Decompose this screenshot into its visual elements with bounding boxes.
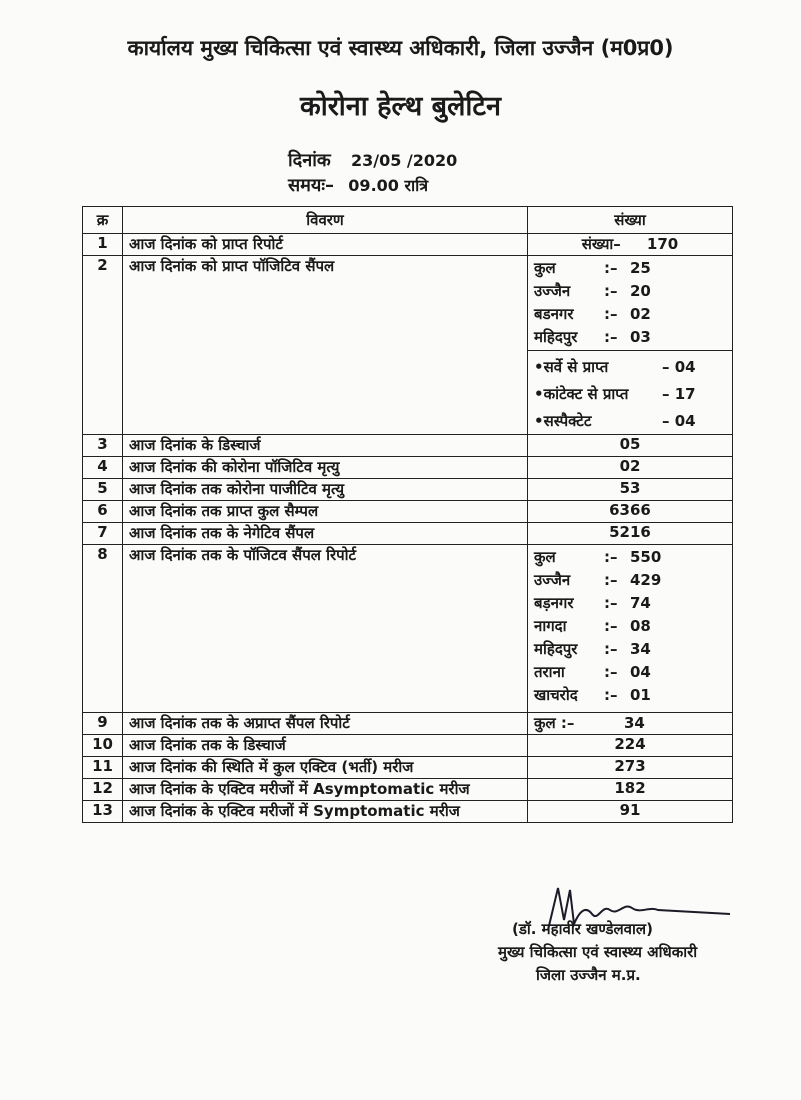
source-item: •सर्वे से प्राप्त – 04 xyxy=(534,357,696,376)
row-number: 7 xyxy=(83,523,123,545)
row-description: आज दिनांक की कोरोना पॉजिटिव मृत्यु xyxy=(123,457,528,479)
row-description: आज दिनांक के एक्टिव मरीजों में Symptomatic मरीज xyxy=(123,801,528,823)
breakdown-item: उज्जैन :– 429 xyxy=(534,570,662,589)
date-line xyxy=(288,148,457,172)
row-value: 6366 xyxy=(528,501,733,523)
row-value xyxy=(528,713,733,735)
row-description: आज दिनांक तक के अप्राप्त सैंपल रिपोर्ट xyxy=(123,713,528,735)
row-number: 11 xyxy=(83,757,123,779)
breakdown-item: बड़नगर :– 74 xyxy=(534,593,651,612)
date-label: दिनांक xyxy=(288,150,331,171)
table-row xyxy=(83,713,733,735)
breakdown-item: उज्जैन :– 20 xyxy=(534,281,651,300)
row-number: 9 xyxy=(83,713,123,735)
row-value: संख्या– 170 xyxy=(528,234,733,256)
row-description: आज दिनांक तक के नेगेटिव सैंपल xyxy=(123,523,528,545)
column-header-description: विवरण xyxy=(123,207,528,234)
time-line xyxy=(288,173,428,197)
signatory-location: जिला उज्जैन म.प्र. xyxy=(536,966,641,984)
time-label: समयः– xyxy=(288,175,335,196)
row-number: 12 xyxy=(83,779,123,801)
table-row xyxy=(83,735,733,757)
table-row xyxy=(83,523,733,545)
breakdown-item: बडनगर :– 02 xyxy=(534,304,651,323)
value-label: कुल :– xyxy=(534,714,575,732)
row-number: 5 xyxy=(83,479,123,501)
time-value: 09.00 रात्रि xyxy=(348,176,429,195)
source-item: •कांटेक्ट से प्राप्त – 17 xyxy=(534,384,696,403)
row-breakdown xyxy=(528,256,733,435)
table-row xyxy=(83,234,733,256)
row-description: आज दिनांक के डिस्चार्ज xyxy=(123,435,528,457)
table-row xyxy=(83,256,733,435)
row-value: 273 xyxy=(528,757,733,779)
signature-block xyxy=(498,918,697,987)
table-row xyxy=(83,501,733,523)
row-number: 13 xyxy=(83,801,123,823)
row-breakdown xyxy=(528,545,733,713)
source-item: •सस्पैक्टेट – 04 xyxy=(534,411,696,430)
row-value: 182 xyxy=(528,779,733,801)
row-description: आज दिनांक को प्राप्त पॉजिटिव सैंपल xyxy=(123,256,528,435)
row-description: आज दिनांक के एक्टिव मरीजों में Asymptomatic मरीज xyxy=(123,779,528,801)
breakdown-item: महिदपुर :– 03 xyxy=(534,327,651,346)
office-heading: कार्यालय मुख्य चिकित्सा एवं स्वास्थ्य अधिकारी, जिला उज्जैन (म0प्र0) xyxy=(127,36,674,60)
row-number: 8 xyxy=(83,545,123,713)
row-number: 3 xyxy=(83,435,123,457)
breakdown-item: नागदा :– 08 xyxy=(534,616,651,635)
row-number: 1 xyxy=(83,234,123,256)
table-row xyxy=(83,801,733,823)
breakdown-item: महिदपुर :– 34 xyxy=(534,639,651,658)
value-number: 34 xyxy=(624,714,645,732)
breakdown-item: कुल :– 550 xyxy=(534,547,662,566)
bulletin-title: कोरोना हेल्थ बुलेटिन xyxy=(300,91,501,122)
signatory-designation: मुख्य चिकित्सा एवं स्वास्थ्य अधिकारी xyxy=(498,943,698,961)
source-breakdown xyxy=(528,350,732,434)
row-description: आज दिनांक तक प्राप्त कुल सैम्पल xyxy=(123,501,528,523)
table-row xyxy=(83,435,733,457)
table-header-row xyxy=(83,207,733,234)
table-row xyxy=(83,457,733,479)
signatory-name: (डॉ. महावीर खण्डेलवाल) xyxy=(512,920,653,938)
breakdown-item: खाचरोद :– 01 xyxy=(534,685,651,704)
row-value: 91 xyxy=(528,801,733,823)
row-description: आज दिनांक की स्थिति में कुल एक्टिव (भर्ती) मरीज xyxy=(123,757,528,779)
breakdown-item: तराना :– 04 xyxy=(534,662,651,681)
row-number: 4 xyxy=(83,457,123,479)
row-value: 02 xyxy=(528,457,733,479)
date-value: 23/05 /2020 xyxy=(350,151,458,170)
column-header-count: संख्या xyxy=(528,207,733,234)
row-description: आज दिनांक को प्राप्त रिपोर्ट xyxy=(123,234,528,256)
breakdown-item: कुल :– 25 xyxy=(534,258,651,277)
table-row xyxy=(83,757,733,779)
table-row xyxy=(83,779,733,801)
row-value: 224 xyxy=(528,735,733,757)
table-row xyxy=(83,479,733,501)
row-number: 10 xyxy=(83,735,123,757)
row-number: 6 xyxy=(83,501,123,523)
row-value: 5216 xyxy=(528,523,733,545)
bulletin-table xyxy=(82,206,733,823)
row-description: आज दिनांक तक कोरोना पाजीटिव मृत्यु xyxy=(123,479,528,501)
row-number: 2 xyxy=(83,256,123,435)
row-value: 53 xyxy=(528,479,733,501)
row-description: आज दिनांक तक के डिस्चार्ज xyxy=(123,735,528,757)
row-description: आज दिनांक तक के पॉजिटव सैंपल रिपोर्ट xyxy=(123,545,528,713)
table-row xyxy=(83,545,733,713)
column-header-no: क्र xyxy=(83,207,123,234)
row-value: 05 xyxy=(528,435,733,457)
